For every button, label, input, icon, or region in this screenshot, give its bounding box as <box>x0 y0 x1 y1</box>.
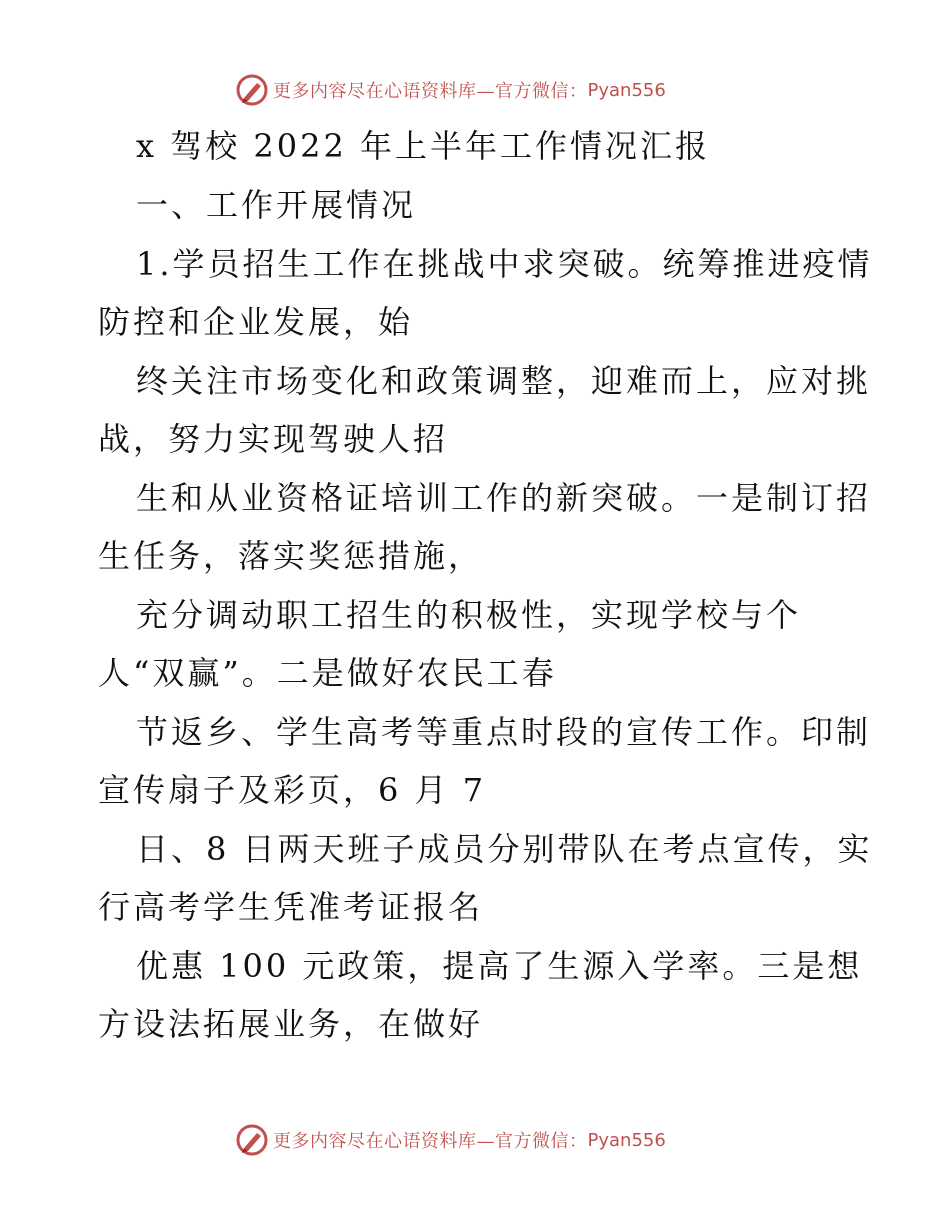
document-title: x 驾校 2022 年上半年工作情况汇报 <box>136 127 711 165</box>
paragraph-line: 生任务，落实奖惩措施， <box>98 537 484 575</box>
paragraph-line: 终关注市场变化和政策调整，迎难而上，应对挑 <box>136 362 872 400</box>
pen-logo-icon <box>235 73 269 107</box>
paragraph-line: 节返乡、学生高考等重点时段的宣传工作。印制 <box>136 713 872 751</box>
paragraph-line: 充分调动职工招生的积极性，实现学校与个 <box>136 596 802 634</box>
watermark-footer <box>235 1122 666 1158</box>
paragraph-line: 方设法拓展业务，在做好 <box>98 1005 484 1043</box>
pen-logo-icon <box>235 1123 269 1157</box>
watermark-wechat-id: Pyan556 <box>587 79 666 101</box>
watermark-wechat-id: Pyan556 <box>587 1129 666 1151</box>
paragraph-line: 战，努力实现驾驶人招 <box>98 420 449 458</box>
paragraph-line: 优惠 100 元政策，提高了生源入学率。三是想 <box>136 947 863 985</box>
section-heading: 一、工作开展情况 <box>136 186 417 224</box>
paragraph-line: 日、8 日两天班子成员分别带队在考点宣传，实 <box>136 830 873 868</box>
paragraph-line: 行高考学生凭准考证报名 <box>98 888 484 926</box>
watermark-header <box>235 72 666 108</box>
paragraph-line: 宣传扇子及彩页，6 月 7 <box>98 771 487 809</box>
paragraph-line: 1.学员招生工作在挑战中求突破。统筹推进疫情 <box>136 245 873 283</box>
paragraph-line: 防控和企业发展，始 <box>98 303 414 341</box>
paragraph-line: 生和从业资格证培训工作的新突破。一是制订招 <box>136 479 872 517</box>
watermark-text: 更多内容尽在心语资料库—官方微信： <box>273 81 588 102</box>
paragraph-line: 人“双赢”。二是做好农民工春 <box>98 654 557 692</box>
watermark-text: 更多内容尽在心语资料库—官方微信： <box>273 1131 588 1152</box>
